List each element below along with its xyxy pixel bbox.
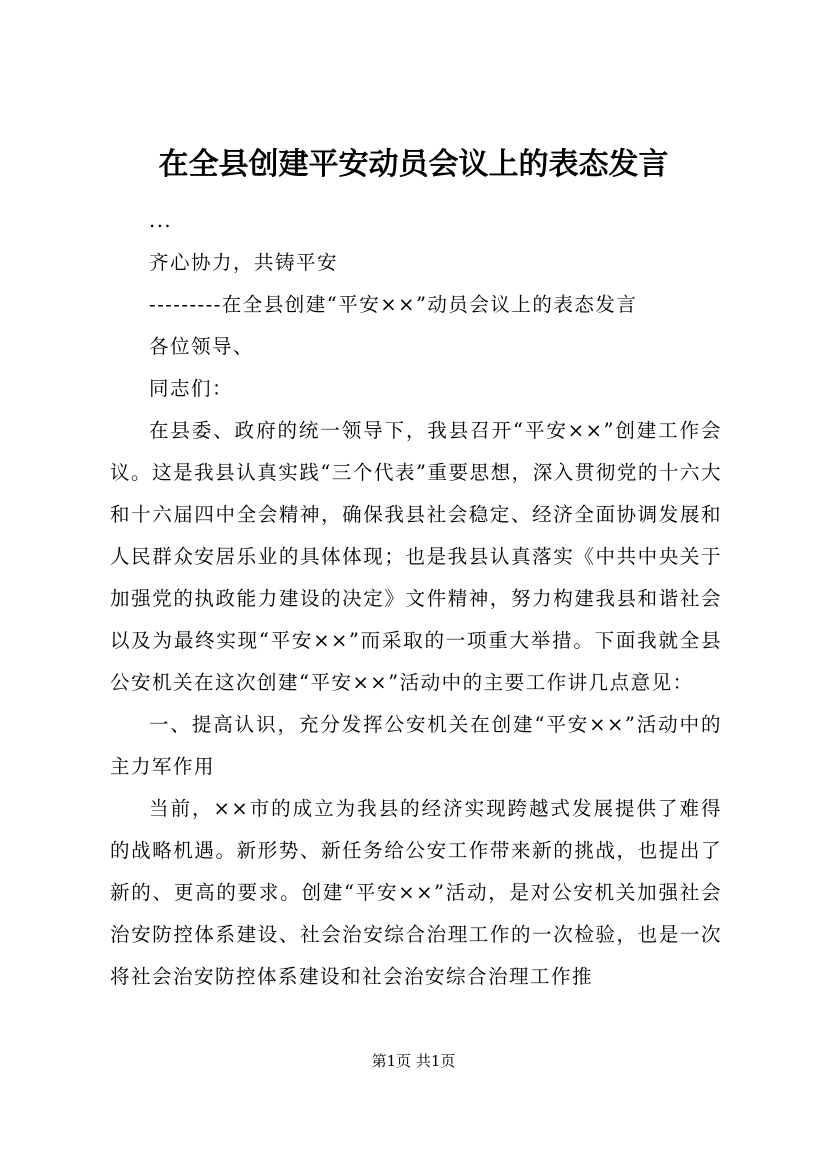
- page-number-footer: 第1页 共1页: [371, 1052, 456, 1070]
- paragraph-heading-one: 一、提高认识，充分发挥公安机关在创建“平安××”活动中的主力军作用: [110, 713, 722, 778]
- paragraph-intro: 在县委、政府的统一领导下，我县召开“平安××”创建工作会议。这是我县认真实践“三个代表”重要思想，深入贯彻党的十六大和十六届四中全会精神，确保我县社会稳定、经济全面协调发展和人民群众安居乐业的具体体现；也是我县认真落实《中共中央关于加强党的执政能力建设的决定》文件精神，努力构建我县和谐社会以及为最终实现“平安××”而采取的一项重大举措。下面我就全县公安机关在这次创建“平安××”活动中的主要工作讲几点意见：: [110, 419, 722, 694]
- ellipsis-line: ...: [149, 209, 173, 232]
- document-title: 在全县创建平安动员会议上的表态发言: [158, 147, 669, 182]
- document-body: [110, 200, 722, 998]
- dash-subtitle-line: ---------在全县创建“平安××”动员会议上的表态发言: [149, 293, 638, 316]
- paragraph-current-situation: 当前，××市的成立为我县的经济实现跨越式发展提供了难得的战略机遇。新形势、新任务给公安工作带来新的挑战，也提出了新的、更高的要求。创建“平安××”活动，是对公安机关加强社会治安防控体系建设、社会治安综合治理工作的一次检验，也是一次将社会治安防控体系建设和社会治安综合治理工作推: [110, 797, 722, 988]
- salutation-comrades: 同志们：: [149, 377, 234, 400]
- salutation-leaders: 各位领导、: [149, 335, 255, 358]
- subtitle: 齐心协力，共铸平安: [149, 251, 339, 274]
